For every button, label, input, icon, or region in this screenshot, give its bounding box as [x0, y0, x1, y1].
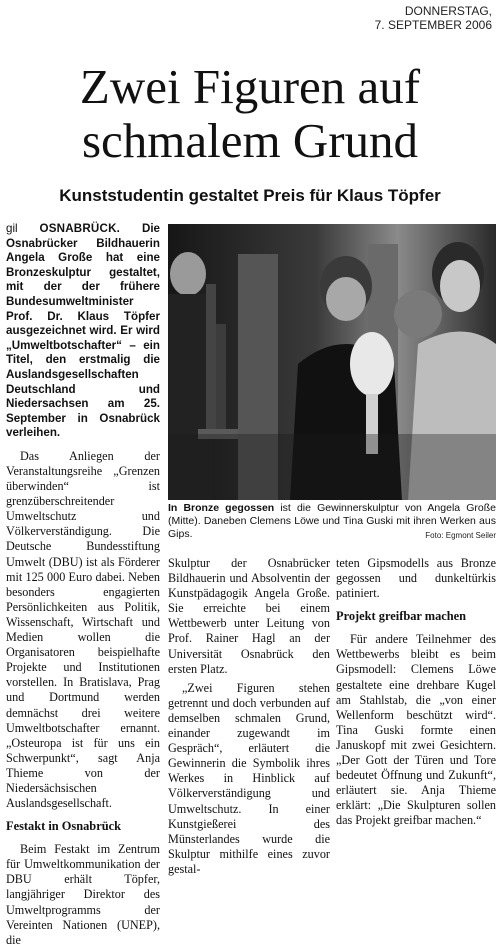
dateline-day: DONNERSTAG, — [404, 4, 492, 18]
location: OSNABRÜCK. — [39, 222, 121, 235]
body-paragraph-4: „Zwei Figuren stehen getrennt und doch verbunden auf demselben schmalen Grund, einander zugewandt im Gespräch“, erläutert die Gewinnerin die Symbolik ihres Werkes in Hinblick auf Völkerverständigung und Umweltschutz. In einer Kunstgießerei des Münsterlandes wurde die Skulptur mithilfe eines zuvor gestal- — [168, 680, 330, 876]
article-column-1 — [6, 222, 160, 948]
body-paragraph-5: teten Gipsmodells aus Bronze gegossen und dunkeltürkis patiniert. — [336, 556, 496, 601]
article-photo — [168, 224, 496, 500]
author-initials: gil — [6, 222, 18, 235]
body-paragraph-2: Beim Festakt im Zentrum für Umweltkommunikation der DBU erhält Töpfer, langjähriger Direktor des Umweltprogramms der Vereinten Nationen (UNEP), die — [6, 842, 160, 947]
headline-line-1: Zwei Figuren auf — [79, 59, 421, 114]
subhead-festakt: Festakt in Osnabrück — [6, 819, 121, 834]
lead-paragraph — [6, 222, 160, 441]
dateline — [375, 4, 492, 32]
article-column-3 — [336, 556, 496, 829]
body-paragraph-1: Das Anliegen der Veranstaltungsreihe „Grenzen überwinden“ ist grenzüberschreitender Umweltschutz und Völkerverständigung. Die Deutsche Bundesstiftung Umwelt (DBU) ist als Förderer mit 125 000 Euro dabei. Neben besonders engagierten Persönlichkeiten aus Politik, Wissenschaft, Wirtschaft und Medien wollen die Organisatoren beispielhafte Projekte und Institutionen vorstellen. In Bratislava, Prag und Dortmund werden demnächst drei weitere Umweltbotschafter ernannt. „Osteuropa ist für uns ein Schwerpunkt“, sagt Anja Thieme von der Niedersächsischen Auslandsgesellschaft. — [6, 448, 160, 811]
caption-bold: In Bronze gegossen — [168, 502, 275, 514]
subhead-projekt: Projekt greifbar machen — [336, 609, 467, 624]
subheadline: Kunststudentin gestaltet Preis für Klaus Töpfer — [59, 186, 441, 205]
body-paragraph-3: Skulptur der Osnabrücker Bildhauerin und Absolventin der Kunstpädagogik Angela Große. Sie erreichte bei einem Wettbewerb unter Leitung von Prof. Rainer Hagl an der Universität Osnabrück den ersten Platz. — [168, 556, 330, 676]
lead-text: Die Osnabrücker Bildhauerin Angela Große hat eine Bronzeskulptur gestaltet, mit der der frühere Bundesumweltminister Prof. Dr. Klaus Töpfer ausgezeichnet wird. Er wird „Umweltbotschafter“ – ein Titel, den erstmalig die Auslandsgesellschaften Deutschland und Niedersachsen am 25. September in Osnabrück verleihen. — [6, 222, 160, 440]
caption-text: ist die Gewinnerskulptur von Angela Große (Mitte). Daneben Clemens Löwe und Tina Guski mit ihren Werken aus Gips. — [168, 502, 497, 540]
photo-illustration — [168, 224, 496, 500]
dateline-date: 7. SEPTEMBER 2006 — [374, 18, 492, 32]
headline-line-2: schmalem Grund — [81, 113, 419, 168]
article-column-2 — [168, 556, 330, 877]
headline — [0, 60, 500, 168]
photo-credit: Foto: Egmont Seiler — [425, 531, 496, 540]
body-paragraph-6: Für andere Teilnehmer des Wettbewerbs bleibt es beim Gipsmodell: Clemens Löwe gestaltete eine drehbare Kugel am Stahlstab, die „von einer Wellenform beschützt wird“. Tina Guski formte einen Januskopf mit zwei Gesichtern. „Der Gott der Türen und Tore bedeutet Öffnung und Zukunft“, erläutert sie. Anja Thieme erklärt: „Die Skulpturen sollen das Projekt greifbar machen.“ — [336, 632, 496, 828]
